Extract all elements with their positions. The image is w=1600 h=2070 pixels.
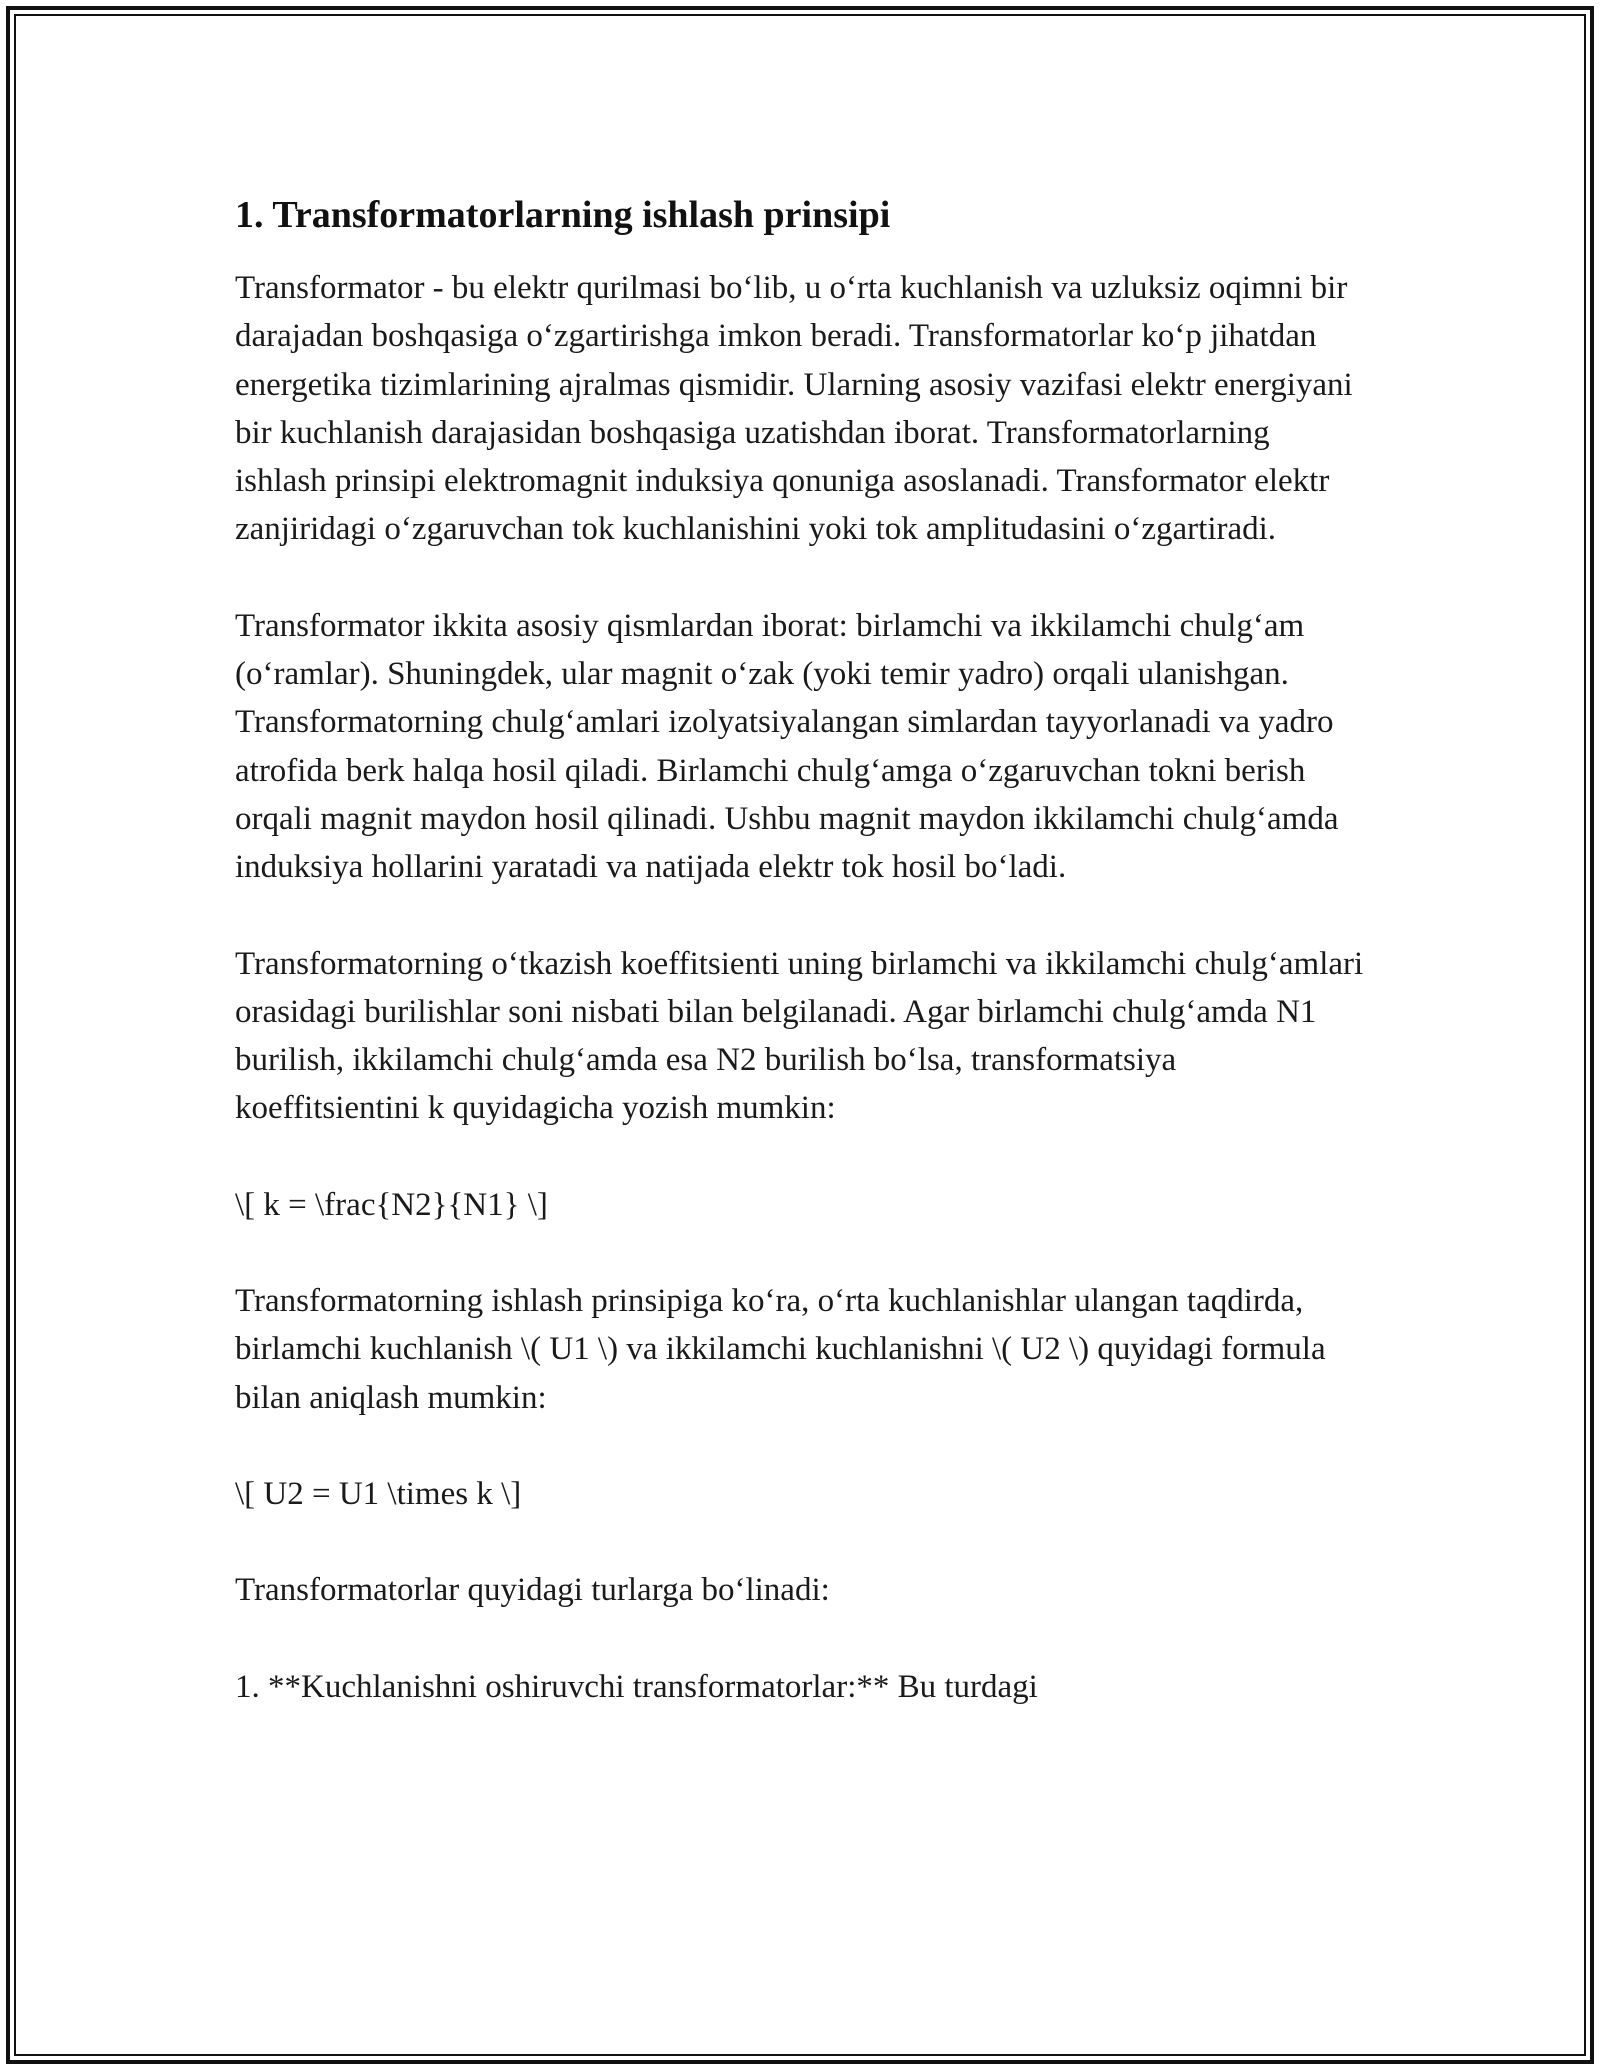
- paragraph-coefficient: Transformatorning o‘tkazish koeffitsienti uning birlamchi va ikkilamchi chulg‘amlari orasidagi burilishlar soni nisbati bilan belgilanadi. Agar birlamchi chulg‘amda N1 burilish, ikkilamchi chulg‘amda esa N2 burilish bo‘lsa, transformatsiya koeffitsientini k quyidagicha yozish mumkin:: [235, 945, 1364, 1127]
- section-heading: 1. Transformatorlarning ishlash prinsipi: [235, 194, 891, 236]
- document-body: [235, 190, 1365, 1759]
- formula-u2: \[ U2 = U1 \times k \]: [235, 1475, 522, 1512]
- paragraph-structure: Transformator ikkita asosiy qismlardan iborat: birlamchi va ikkilamchi chulg‘am (o‘ramlar). Shuningdek, ular magnit o‘zak (yoki temir yadro) orqali ulanishgan. Transformatorning chulg‘amlari izolyatsiyalangan simlardan tayyorlanadi va yadro atrofida berk halqa hosil qiladi. Birlamchi chulg‘amga o‘zgaruvchan tokni berish orqali magnit maydon hosil qilinadi. Ushbu magnit maydon ikkilamchi chulg‘amda induksiya hollarini yaratadi va natijada elektr tok hosil bo‘ladi.: [235, 607, 1339, 886]
- list-item-step-up: 1. **Kuchlanishni oshiruvchi transformatorlar:** Bu turdagi: [235, 1668, 1038, 1705]
- paragraph-intro: Transformator - bu elektr qurilmasi bo‘lib, u o‘rta kuchlanish va uzluksiz oqimni bir darajadan boshqasiga o‘zgartirishga imkon beradi. Transformatorlar ko‘p jihatdan energetika tizimlarining ajralmas qismidir. Ularning asosiy vazifasi elektr energiyani bir kuchlanish darajasidan boshqasiga uzatishdan iborat. Transformatorlarning ishlash prinsipi elektromagnit induksiya qonuniga asoslanadi. Transformator elektr zanjiridagi o‘zgaruvchan tok kuchlanishini yoki tok amplitudasini o‘zgartiradi.: [235, 270, 1353, 548]
- formula-k: \[ k = \frac{N2}{N1} \]: [235, 1186, 548, 1223]
- paragraph-types: Transformatorlar quyidagi turlarga bo‘linadi:: [235, 1572, 830, 1609]
- paragraph-voltage: Transformatorning ishlash prinsipiga ko‘ra, o‘rta kuchlanishlar ulangan taqdirda, birlamchi kuchlanish \( U1 \) va ikkilamchi kuchlanishni \( U2 \) quyidagi formula bilan aniqlash mumkin:: [235, 1283, 1326, 1416]
